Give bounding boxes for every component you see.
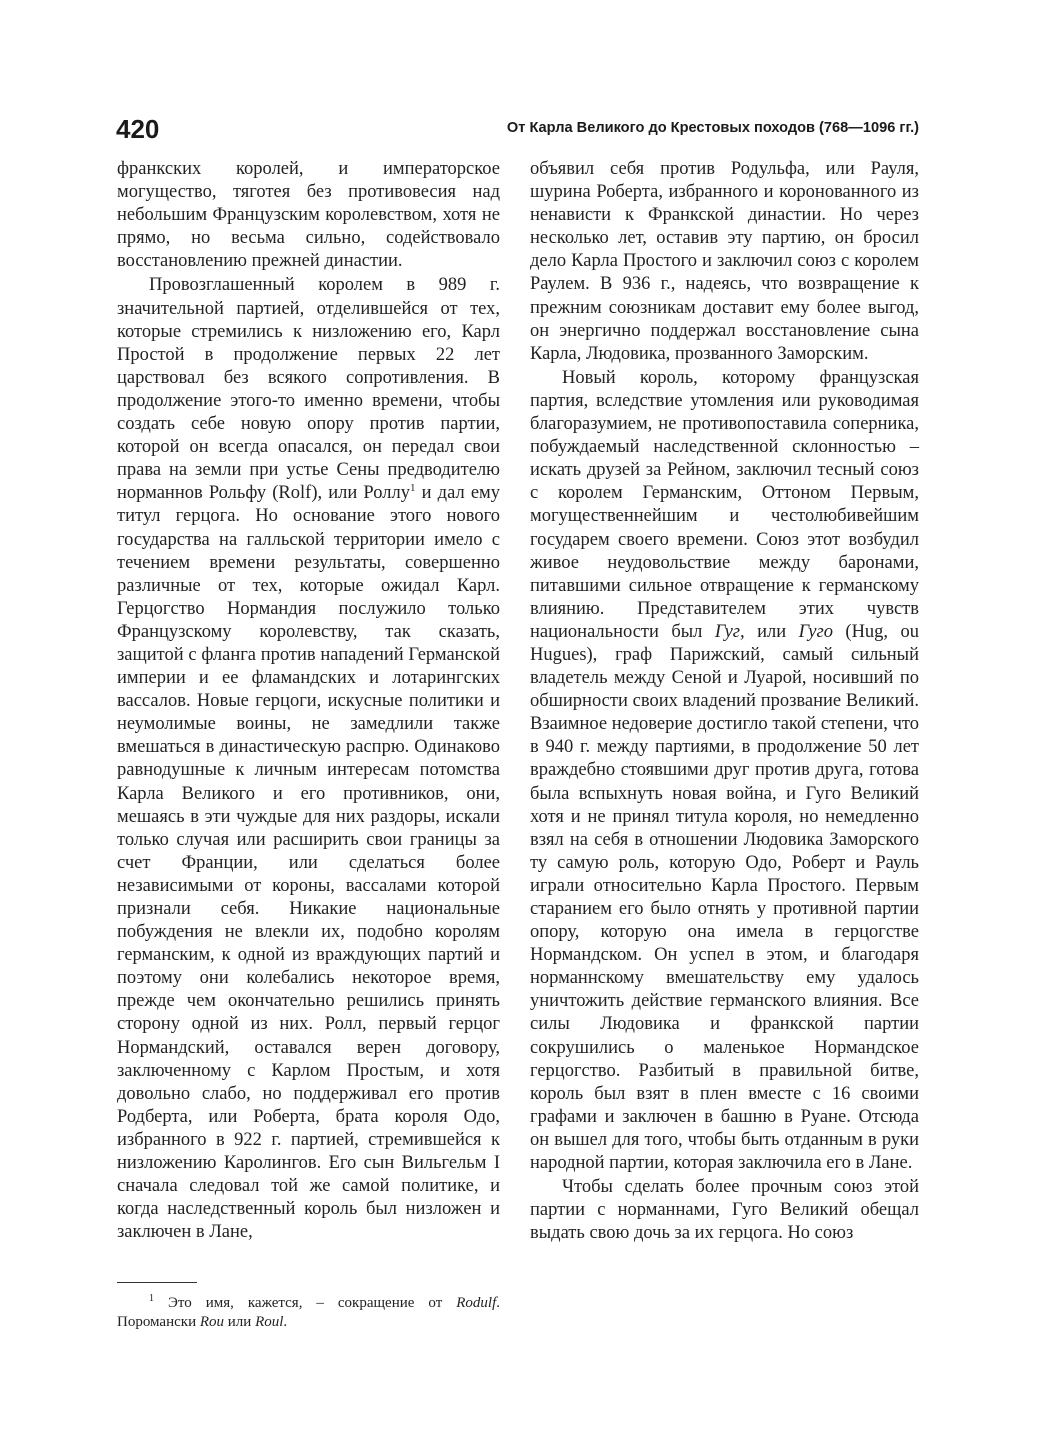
italic-name: Гуго	[798, 621, 833, 642]
footnote-text: Это имя, кажется, – сокращение от	[154, 1295, 457, 1311]
footnote	[117, 1294, 500, 1332]
paragraph-text: и дал ему титул герцога. Но основание этого нового государства на галльской территории имело с течением времени результаты, совершенно различные от тех, которые ожидал Карл. Герцогство Нормандия послужило только Французскому королевству, так сказать, защитой с фланга против нападений Германской империи и ее фламандских и лотарингских вассалов. Новые герцоги, искусные политики и неумолимые воины, не замедлили также вмешаться в династическую распрю. Одинаково равнодушные к личным интересам потомства Карла Великого и его противников, они, мешаясь в эти чуждые для них раздоры, искали только случая или расширить свои границы за счет Франции, или сделаться более независимыми от короны, вассалами которой признали себя. Никакие национальные побуждения не влекли их, подобно королям германским, к одной из враждующих партий и поэтому они колебались некоторое время, прежде чем окончательно решились принять сторону одной из них. Ролл, первый герцог Нормандский, оставался верен договору, заключенному с Карлом Простым, и хотя довольно слабо, но поддерживал его против Родберта, или Роберта, брата короля Одо, избранного в 922 г. партией, стремившейся к низложению Каролингов. Его сын Вильгельм I сначала следовал той же самой политике, и когда наследственный король был низложен и заключен в Лане,	[117, 483, 500, 1243]
paragraph-text: Новый король, которому французская партия, вследствие утомления или руководимая благоразумием, не противопоставила соперника, побуждаемый наследственной склонностью – искать друзей за Рейном, заключил тесный союз с королем Германским, Оттоном Первым, могущественнейшим и честолюбивейшим государем своего времени. Союз этот возбудил живое неудовольствие между баронами, питавшими сильное отвращение к германскому влиянию. Представителем этих чувств национальности был	[530, 367, 919, 642]
footnote-ref[interactable]: 1	[409, 482, 416, 495]
running-header	[116, 116, 919, 146]
footnote-text: .	[283, 1314, 288, 1330]
paragraph	[117, 274, 500, 1244]
paragraph: франкских королей, и императорское могущество, тяготея без противовесия над небольшим Французским королевством, хотя не прямо, но весьма сильно, содействовало восстановлению прежней династии.	[117, 159, 500, 272]
footnote-text: . Поромански	[117, 1295, 500, 1330]
footnote-mark: 1	[149, 1293, 154, 1304]
footnote-rule	[117, 1282, 197, 1283]
paragraph: Чтобы сделать более прочным союз этой партии с норманнами, Гуго Великий обещал выдать свою дочь за их герцога. Но союз	[530, 1177, 919, 1244]
paragraph	[530, 367, 919, 1175]
footnote-term: Roul	[255, 1314, 284, 1330]
footnote-text: или	[224, 1314, 256, 1330]
running-title: От Карла Великого до Крестовых походов (768—1096 гг.)	[506, 120, 919, 136]
paragraph-text: или	[744, 621, 799, 642]
italic-name: Гуг,	[714, 621, 745, 642]
left-column	[117, 158, 500, 1244]
page-number: 420	[116, 114, 160, 144]
paragraph: объявил себя против Родульфа, или Рауля, шурина Роберта, избранного и коронованного из ненависти к Франкской династии. Но через несколько лет, оставив эту партию, он бросил дело Карла Простого и заключил союз с королем Раулем. В 936 г., надеясь, что возвращение к прежним союзникам доставит ему более выгод, он энергично поддержал восстановление сына Карла, Людовика, прозванного Заморским.	[530, 159, 919, 364]
paragraph-text: (Hug, ou Hugues), граф Парижский, самый сильный владетель между Сеной и Луарой, носивший по обширности своих владений прозвание Великий. Взаимное недоверие достигло такой степени, что в 940 г. между партиями, в продолжение 50 лет враждебно стоявшими друг против друга, готова была вспыхнуть новая война, и Гуго Великий хотя и не принял титула короля, но немедленно взял на себя в отношении Людовика Заморского ту самую роль, которую Одо, Роберт и Рауль играли относительно Карла Простого. Первым старанием его было отнять у противной партии опору, которую она имела в герцогстве Нормандском. Он успел в этом, и благодаря норманнскому вмешательству ему удалось уничтожить действие германского влияния. Все силы Людовика и франкской партии сокрушились о маленькое Нормандское герцогство. Разбитый в правильной битве, король был взят в плен вместе с 16 своими графами и заключен в башню в Руане. Отсюда он вышел для того, чтобы быть отданным в руки народной партии, которая заключила его в Лане.	[530, 621, 919, 1174]
footnote-term: Rou	[199, 1314, 225, 1330]
paragraph-text: Провозглашенный королем в 989 г. значительной партией, отделившейся от тех, которые стремились к низложению его, Карл Простой в продолжение первых 22 лет царствовал без всякого сопротивления. В продолжение этого-то именно времени, чтобы создать себе новую опору против партии, которой он всегда опасался, он передал свои права на земли при устье Сены предводителю норманнов Рольфу (Rolf), или Роллу	[117, 275, 500, 504]
right-column	[530, 158, 919, 1245]
footnote-term: Rodulf	[456, 1295, 497, 1311]
